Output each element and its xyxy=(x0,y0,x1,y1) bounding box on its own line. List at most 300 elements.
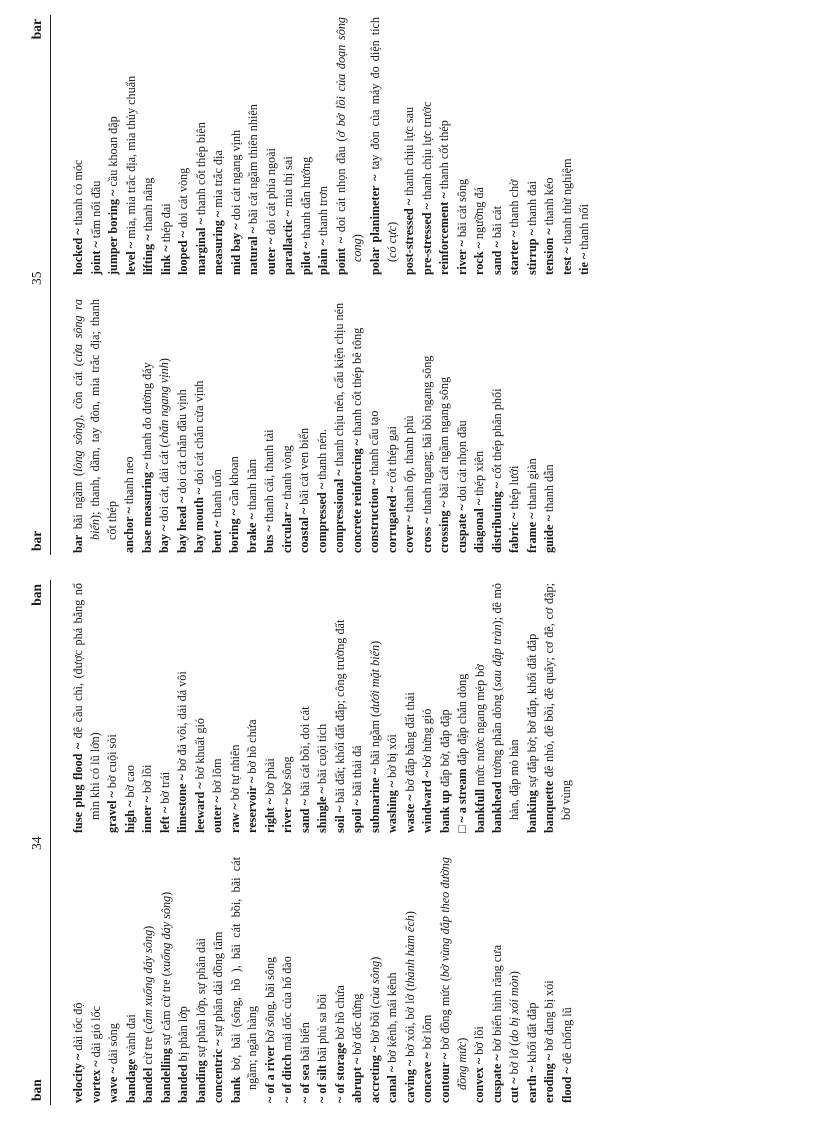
entry-definition: bờ phải xyxy=(262,758,277,798)
entry-headword: convex ~ xyxy=(472,1057,487,1103)
entry-headword: ~ of a river xyxy=(262,1045,277,1103)
entry-definition: bờ tự nhiên xyxy=(227,744,242,804)
entry-definition: ) xyxy=(384,221,399,226)
dictionary-entry xyxy=(157,583,174,833)
dictionary-entry xyxy=(506,299,523,553)
dictionary-entry xyxy=(105,17,122,275)
entry-definition: ), cồn cát ( xyxy=(71,362,85,422)
entry-definition: bãi ngầm ( xyxy=(71,472,85,535)
dictionary-entry xyxy=(297,857,314,1103)
entry-headword: bank up xyxy=(437,789,452,833)
entry-headword: reservoir ~ xyxy=(245,776,260,833)
dictionary-entry xyxy=(366,299,383,553)
dictionary-entry xyxy=(210,17,227,275)
dictionary-entry xyxy=(245,17,262,275)
entry-definition: doi cát ngang vịnh xyxy=(228,129,243,224)
right-column-1 xyxy=(70,299,559,553)
entry-headword: cuspate ~ xyxy=(489,1054,504,1103)
entry-headword: □ ~ a stream xyxy=(455,768,470,833)
entry-headword: bay head ~ xyxy=(174,496,189,553)
dictionary-entry xyxy=(437,583,454,833)
left-running-head xyxy=(20,580,51,1105)
entry-definition: ) xyxy=(367,956,382,961)
entry-definition: thanh chịu lực sau xyxy=(402,106,417,199)
entry-definition: bãi cát xyxy=(489,206,504,242)
dictionary-entry xyxy=(279,583,296,833)
entry-headword: anchor ~ xyxy=(122,507,137,553)
entry-definition: bãi cuội tích xyxy=(315,723,330,788)
entry-headword: point ~ xyxy=(333,236,348,275)
entry-headword: right ~ xyxy=(262,797,277,833)
entry-headword: ~ of silt xyxy=(315,1064,330,1103)
entry-definition: ) xyxy=(454,1037,469,1042)
dictionary-entry xyxy=(436,17,453,275)
entry-headword: earth ~ xyxy=(524,1065,539,1103)
entry-headword: accreting ~ xyxy=(367,1045,382,1103)
dictionary-entry xyxy=(384,299,401,553)
entry-definition: dải sóng xyxy=(106,1023,120,1068)
entry-italic-note: chắn ngang vịnh xyxy=(157,362,172,444)
entry-headword: circular ~ xyxy=(279,502,294,553)
entry-definition: bãi thải đá xyxy=(350,745,365,800)
entry-definition: bờ bị xói xyxy=(385,734,400,781)
dictionary-entry xyxy=(70,857,87,1103)
entry-definition: bờ lõm xyxy=(210,758,225,797)
dictionary-entry xyxy=(384,857,401,1103)
right-page xyxy=(20,15,800,555)
right-running-head xyxy=(20,15,51,555)
entry-definition: sự phân lớp, sự phân dải xyxy=(193,938,208,1061)
entry-headword: bankfull xyxy=(472,788,487,833)
entry-headword: rock ~ xyxy=(472,242,487,275)
dictionary-entry xyxy=(489,299,506,553)
entry-definition: bãi ngầm ( xyxy=(367,712,382,769)
dictionary-entry xyxy=(174,299,191,553)
dictionary-entry xyxy=(226,299,243,553)
dictionary-entry xyxy=(263,17,280,275)
entry-headword: banking xyxy=(524,790,539,833)
entry-definition: bờ trái xyxy=(157,771,172,807)
dictionary-entry xyxy=(506,857,523,1103)
entry-headword: gravel ~ xyxy=(105,791,120,833)
entry-headword: concave ~ xyxy=(420,1052,435,1103)
dictionary-entry xyxy=(297,583,314,833)
dictionary-entry xyxy=(437,857,471,1103)
dictionary-entry xyxy=(402,857,419,1103)
entry-definition: thanh trơn xyxy=(316,186,330,240)
dictionary-entry xyxy=(471,299,488,553)
dictionary-entry xyxy=(279,857,296,1103)
entry-definition: bãi cát bồi, doi cát xyxy=(297,706,312,800)
entry-headword: outer ~ xyxy=(263,238,278,275)
entry-headword: distributing ~ xyxy=(489,481,504,553)
entry-headword: diagonal ~ xyxy=(472,498,487,553)
entry-definition: thanh có móc xyxy=(71,159,85,229)
entry-definition: thanh ngang; bãi bồi ngang sông xyxy=(419,355,434,518)
dictionary-entry xyxy=(210,857,227,1103)
dictionary-entry xyxy=(174,583,191,833)
dictionary-entry xyxy=(471,857,488,1103)
dictionary-entry xyxy=(541,857,558,1103)
entry-headword: parallactic ~ xyxy=(281,210,295,275)
entry-definition: thanh vòng xyxy=(279,445,294,503)
entry-headword: vortex ~ xyxy=(88,1060,103,1103)
entry-headword: spoil ~ xyxy=(350,799,365,833)
entry-definition: dải tốc độ xyxy=(71,1002,85,1054)
dictionary-entry xyxy=(401,17,418,275)
entry-definition: bờ khuất gió xyxy=(192,717,207,783)
entry-italic-note: của sông xyxy=(367,960,382,1005)
right-header-guide-right: bar xyxy=(29,19,44,40)
entry-headword: bay ~ xyxy=(157,524,172,553)
dictionary-entry xyxy=(209,583,226,833)
entry-headword: corrugated ~ xyxy=(384,486,399,553)
dictionary-entry xyxy=(559,857,576,1103)
entry-headword: bank xyxy=(228,1076,243,1103)
dictionary-entry xyxy=(541,17,558,275)
entry-definition: bãi đất; khối đất đắp; công trường đất xyxy=(332,619,347,806)
entry-definition: bãi cát sông xyxy=(454,178,469,241)
entry-definition: thanh cốt thép biên xyxy=(193,122,208,219)
dictionary-entry xyxy=(419,17,436,275)
entry-definition: doi cát phía ngoài xyxy=(263,148,278,239)
entry-headword: stirrup ~ xyxy=(524,229,539,275)
entry-headword: high ~ xyxy=(122,800,137,833)
right-header-guide-left: bar xyxy=(29,530,44,551)
entry-definition: thanh cốt thép bê tông xyxy=(349,327,364,440)
entry-definition: ) xyxy=(158,891,173,896)
entry-headword: mid bay ~ xyxy=(228,223,243,275)
entry-definition: thanh chịu lực trước xyxy=(419,101,434,204)
entry-definition: bờ sông, bãi sông xyxy=(262,956,277,1046)
dictionary-entry xyxy=(123,17,140,275)
dictionary-entry xyxy=(140,857,157,1103)
entry-definition: bờ lở ( xyxy=(507,1041,522,1078)
dictionary-entry xyxy=(489,583,523,833)
entry-headword: brake ~ xyxy=(244,513,259,553)
entry-definition: bờ đồng mức ( xyxy=(437,977,452,1053)
entry-italic-note: có cực xyxy=(384,225,399,258)
entry-definition: mái dốc của hố đào xyxy=(280,956,295,1054)
entry-definition: bờ lõm xyxy=(420,1014,435,1053)
entry-headword: tie ~ xyxy=(577,252,592,275)
dictionary-entry xyxy=(156,299,173,553)
entry-definition: bờ xói, bờ lở ( xyxy=(402,986,417,1060)
entry-headword: jumper boring ~ xyxy=(106,189,120,275)
dictionary-entry xyxy=(123,857,140,1103)
entry-headword: windward ~ xyxy=(420,770,435,833)
dictionary-entry xyxy=(333,17,367,275)
entry-definition: thanh đo đường đáy xyxy=(139,362,154,463)
entry-definition: thanh dẫn hướng xyxy=(298,156,313,242)
entry-headword: fuse plug flood ~ xyxy=(71,742,85,833)
entry-headword: compressional ~ xyxy=(332,469,347,553)
entry-headword: polar planimeter ~ xyxy=(367,174,382,275)
entry-definition: thanh cái, thanh tải xyxy=(262,429,277,526)
entry-definition: mia trắc địa xyxy=(211,150,225,211)
entry-definition: mức nước ngang mép bờ xyxy=(472,664,487,789)
entry-definition: sự phân dải đồng tâm xyxy=(211,931,225,1040)
dictionary-entry xyxy=(314,299,331,553)
entry-definition: thanh đai xyxy=(524,180,539,230)
dictionary-entry xyxy=(296,299,313,553)
entry-definition: bờ cao xyxy=(122,765,137,801)
entry-definition: thanh nâng xyxy=(141,177,155,235)
dictionary-entry xyxy=(471,17,488,275)
entry-headword: bandel xyxy=(141,1067,155,1103)
entry-definition: tường phân dòng ( xyxy=(490,686,505,782)
dictionary-entry xyxy=(454,583,471,833)
entry-headword: caving ~ xyxy=(402,1059,417,1103)
entry-headword: cover ~ xyxy=(402,515,417,553)
entry-headword: bankhead xyxy=(490,781,505,833)
entry-definition: ) xyxy=(507,971,522,976)
dictionary-entry xyxy=(489,857,506,1103)
entry-definition: tay đòn của máy đo diện tích ( xyxy=(367,17,399,262)
dictionary-entry xyxy=(524,857,541,1103)
dictionary-entry xyxy=(402,583,419,833)
dictionary-entry xyxy=(314,583,331,833)
dictionary-entry xyxy=(524,17,541,275)
entry-definition: ) xyxy=(141,925,155,930)
entry-definition: ngưỡng đá xyxy=(472,187,487,243)
dictionary-entry xyxy=(261,299,278,553)
entry-definition: bãi cát ngầm ngang sông xyxy=(437,376,452,502)
entry-headword: looped ~ xyxy=(176,231,190,275)
dictionary-entry xyxy=(262,857,279,1103)
dictionary-entry xyxy=(489,17,506,275)
entry-definition: bãi cát ngầm thiên nhiên xyxy=(246,104,260,228)
entry-headword: level ~ xyxy=(123,241,138,275)
dictionary-entry xyxy=(105,857,122,1103)
dictionary-entry xyxy=(158,857,175,1103)
entry-definition: thép xiên xyxy=(472,450,487,499)
dictionary-entry xyxy=(419,583,436,833)
entry-definition: doi cát nhọn đầu xyxy=(454,420,469,505)
entry-definition: bờ cuội sỏi xyxy=(105,734,120,792)
left-column-1 xyxy=(70,857,576,1103)
entry-headword: post-stressed ~ xyxy=(402,198,417,275)
entry-definition: tấm nối đầu xyxy=(88,180,103,242)
dictionary-entry xyxy=(139,299,156,553)
dictionary-entry xyxy=(331,299,348,553)
entry-definition: doi cát nhọn đầu ( xyxy=(333,137,348,237)
entry-headword: canal ~ xyxy=(385,1065,400,1103)
entry-definition: thanh giàn xyxy=(524,458,539,513)
entry-headword: sand ~ xyxy=(489,241,504,275)
dictionary-entry xyxy=(262,583,279,833)
entry-headword: velocity ~ xyxy=(71,1053,85,1103)
entry-headword: eroding ~ xyxy=(542,1053,557,1103)
entry-definition: ); thanh, dầm, tay đòn, mia trắc địa; thanh cốt thép xyxy=(87,299,119,540)
entry-definition: thanh thử nghiệm xyxy=(559,158,574,248)
dictionary-entry xyxy=(472,583,489,833)
entry-definition: đê cầu chì, (được phá bằng nổ mìn khi có lũ lớn) xyxy=(71,583,102,820)
entry-headword: joint ~ xyxy=(88,241,103,275)
entry-headword: coastal ~ xyxy=(297,507,312,553)
entry-italic-note: sau đập tràn xyxy=(490,624,505,687)
dictionary-entry xyxy=(454,299,471,553)
entry-headword: concentric ~ xyxy=(211,1039,225,1103)
entry-headword: banding xyxy=(193,1060,208,1103)
entry-definition: thanh nén. xyxy=(314,429,329,483)
entry-definition: sự đắp bờ; bờ đắp, khối đất đắp xyxy=(524,633,539,791)
entry-definition: ) xyxy=(402,911,417,916)
dictionary-entry xyxy=(175,17,192,275)
entry-headword: leeward ~ xyxy=(192,782,207,833)
entry-definition: bờ dốc đứng xyxy=(350,993,365,1058)
entry-definition: dải gió lốc xyxy=(88,1005,103,1061)
entry-definition: bờ hồ chứa xyxy=(245,719,260,777)
dictionary-entry xyxy=(70,583,104,833)
left-column-2 xyxy=(70,583,576,833)
dictionary-entry xyxy=(191,299,208,553)
entry-headword: sand ~ xyxy=(297,799,312,833)
dictionary-entry xyxy=(175,857,192,1103)
dictionary-entry xyxy=(228,17,245,275)
dictionary-entry xyxy=(349,857,366,1103)
dictionary-entry xyxy=(280,17,297,275)
dictionary-entry xyxy=(228,857,262,1103)
entry-headword: natural ~ xyxy=(246,227,260,275)
entry-definition: thanh hãm xyxy=(244,458,259,514)
entry-headword: ~ of ditch xyxy=(280,1054,295,1103)
entry-definition: bãi cát ven biển xyxy=(297,427,312,508)
entry-headword: inner ~ xyxy=(140,796,155,833)
dictionary-entry xyxy=(524,299,541,553)
entry-definition: doi cát vòng xyxy=(176,167,190,232)
entry-definition: vành đai xyxy=(123,1014,138,1059)
entry-definition: thép lưới xyxy=(507,465,522,513)
entry-italic-note: ở bờ lồi của đoạn sông cong xyxy=(333,16,365,262)
entry-headword: bandage xyxy=(123,1058,138,1103)
entry-definition: bãi phù sa bồi xyxy=(315,993,330,1065)
entry-italic-note: bờ vùng đắp theo đường đồng mức xyxy=(437,857,469,1090)
entry-definition: thanh ốp, thanh phủ xyxy=(402,415,417,516)
entry-definition: bãi biển xyxy=(297,1022,312,1065)
entry-definition: thép đai xyxy=(158,203,173,246)
entry-headword: bar xyxy=(71,534,85,553)
entry-headword: lifting ~ xyxy=(141,234,155,275)
entry-italic-note: cửa sông ra biển xyxy=(71,299,102,540)
entry-headword: reinforcement ~ xyxy=(437,192,452,275)
entry-italic-note: thành hàm ếch xyxy=(402,915,417,987)
entry-headword: ~ of storage xyxy=(332,1042,347,1103)
dictionary-entry xyxy=(244,583,261,833)
dictionary-entry xyxy=(122,583,139,833)
dictionary-entry xyxy=(454,17,471,275)
entry-italic-note: cắm xuống đáy sông xyxy=(141,929,155,1030)
dictionary-entry xyxy=(541,583,575,833)
entry-headword: flood ~ xyxy=(559,1067,574,1103)
entry-definition: bờ sông xyxy=(280,756,295,799)
entry-headword: construction ~ xyxy=(367,478,382,553)
entry-headword: fabric ~ xyxy=(507,512,522,553)
entry-definition: sự cắm cừ tre ( xyxy=(158,972,173,1049)
entry-headword: washing ~ xyxy=(385,780,400,833)
entry-definition: đắp đập chắn dòng xyxy=(455,673,470,769)
entry-definition: bờ kênh, mái kênh xyxy=(385,972,400,1066)
entry-definition: cần khoan xyxy=(227,456,242,510)
dictionary-entry xyxy=(419,299,436,553)
dictionary-entry xyxy=(436,299,453,553)
entry-headword: banded xyxy=(176,1064,190,1103)
entry-definition: doi cát, dải cát ( xyxy=(157,443,172,525)
dictionary-entry xyxy=(559,17,576,275)
right-page-number: 35 xyxy=(29,271,44,285)
entry-definition: bờ hứng gió xyxy=(420,708,435,771)
entry-definition: bờ đắp bằng đất thải xyxy=(402,692,417,795)
entry-definition: đê nhỏ, đê bồi, đê quây; cơ đê, cơ đập; bờ vùng xyxy=(542,583,574,820)
entry-definition: doi cát chắn đầu vịnh xyxy=(174,389,189,497)
dictionary-entry xyxy=(88,17,105,275)
entry-definition: thanh dẫn xyxy=(542,464,557,516)
dictionary-entry xyxy=(244,299,261,553)
entry-definition: bờ hồ chứa xyxy=(332,985,347,1043)
dictionary-entry xyxy=(70,17,87,275)
entry-headword: soil ~ xyxy=(332,806,347,833)
left-header-guide-right: ban xyxy=(29,584,44,606)
entry-headword: marginal ~ xyxy=(193,218,208,275)
entry-headword: river ~ xyxy=(280,798,295,833)
entry-definition: khối đất đắp xyxy=(524,1002,539,1066)
dictionary-entry xyxy=(506,17,523,275)
entry-definition: cốt thép gai xyxy=(384,426,399,487)
entry-headword: river ~ xyxy=(454,240,469,275)
dictionary-entry xyxy=(349,583,366,833)
entry-definition: bị phân lớp xyxy=(176,1006,190,1065)
entry-headword: pre-stressed ~ xyxy=(419,203,434,275)
entry-headword: bandelling xyxy=(158,1048,173,1103)
entry-definition: ) xyxy=(157,358,172,363)
entry-headword: ~ of sea xyxy=(297,1064,312,1103)
entry-headword: cuspate ~ xyxy=(454,504,469,553)
entry-headword: shingle ~ xyxy=(315,787,330,833)
dictionary-entry xyxy=(209,299,226,553)
dictionary-entry xyxy=(88,857,105,1103)
entry-italic-note: dưới mặt biển xyxy=(367,644,382,713)
entry-definition: bờ lồi xyxy=(472,1026,487,1058)
entry-headword: guide ~ xyxy=(542,515,557,553)
dictionary-entry xyxy=(332,583,349,833)
entry-headword: base measuring ~ xyxy=(139,462,154,553)
dictionary-entry xyxy=(140,17,157,275)
entry-headword: tension ~ xyxy=(542,228,557,275)
entry-headword: concrete reinforcing ~ xyxy=(349,439,364,553)
left-page-number: 34 xyxy=(29,836,44,850)
dictionary-entry xyxy=(279,299,296,553)
entry-definition: cầu khoan đập xyxy=(106,116,120,190)
dictionary-entry xyxy=(193,17,210,275)
dictionary-entry xyxy=(401,299,418,553)
dictionary-entry xyxy=(349,299,366,553)
entry-definition: thanh chịu nén, cấu kiện chịu nén xyxy=(332,302,347,470)
entry-headword: banquette xyxy=(542,780,557,833)
entry-definition: thanh cấu tạo xyxy=(367,410,382,479)
dictionary-entry xyxy=(193,857,210,1103)
dictionary-entry xyxy=(524,583,541,833)
dictionary-entry xyxy=(227,583,244,833)
entry-definition: ); đê mỏ hàn, đập mỏ hàn xyxy=(490,583,522,820)
entry-headword: hocked ~ xyxy=(71,228,85,275)
entry-definition: thanh nối xyxy=(577,204,592,253)
dictionary-entry xyxy=(314,857,331,1103)
dictionary-entry xyxy=(367,17,401,275)
dictionary-entry xyxy=(298,17,315,275)
entry-headword: crossing ~ xyxy=(437,501,452,553)
dictionary-entry xyxy=(576,17,593,275)
entry-headword: frame ~ xyxy=(524,512,539,553)
